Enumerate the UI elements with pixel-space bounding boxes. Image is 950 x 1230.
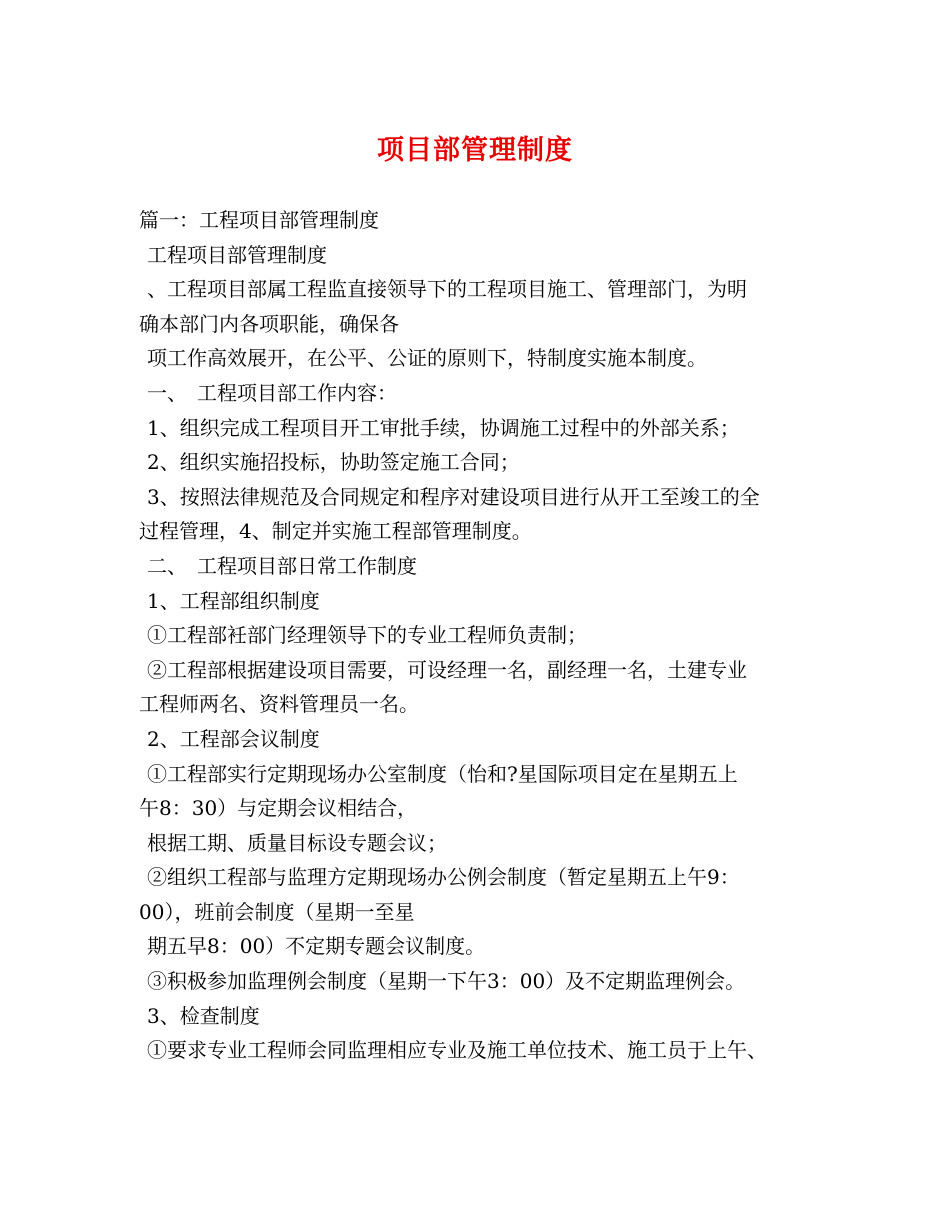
document-body bbox=[139, 203, 819, 1068]
text-line: 工程师两名、资料管理员一名。 bbox=[139, 692, 419, 717]
text-line: ③积极参加监理例会制度（星期一下午3：00）及不定期监理例会。 bbox=[147, 969, 746, 994]
text-line: 00），班前会制度（星期一至星 bbox=[139, 899, 415, 924]
text-line: 项工作高效展开，在公平、公证的原则下，特制度实施本制度。 bbox=[147, 346, 707, 371]
text-line: 1、工程部组织制度 bbox=[147, 588, 320, 613]
text-line: 3、检查制度 bbox=[147, 1003, 260, 1028]
text-line: 、工程项目部属工程监直接领导下的工程项目施工、管理部门，为明 bbox=[147, 277, 747, 302]
text-line: 确本部门内各项职能，确保各 bbox=[139, 311, 399, 336]
text-line: ②组织工程部与监理方定期现场办公例会制度（暂定星期五上午9： bbox=[147, 865, 740, 890]
document-title: 项目部管理制度 bbox=[377, 135, 573, 166]
text-line: ①要求专业工程师会同监理相应专业及施工单位技术、施工员于上午、 bbox=[147, 1038, 767, 1063]
text-line: 3、按照法律规范及合同规定和程序对建设项目进行从开工至竣工的全 bbox=[147, 484, 760, 509]
text-line: 2、工程部会议制度 bbox=[147, 726, 320, 751]
text-line: 篇一：工程项目部管理制度 bbox=[139, 208, 379, 232]
text-line: 期五早8：00）不定期专题会议制度。 bbox=[147, 934, 486, 959]
text-line: ①工程部衽部门经理领导下的专业工程师负责制； bbox=[147, 623, 587, 648]
text-line: 1、组织完成工程项目开工审批手续，协调施工过程中的外部关系； bbox=[147, 415, 740, 440]
text-line: ②工程部根据建设项目需要，可设经理一名，副经理一名，土建专业 bbox=[147, 657, 747, 682]
text-line: 根据工期、质量目标设专题会议； bbox=[147, 830, 447, 855]
text-line: 一、 工程项目部工作内容： bbox=[147, 380, 397, 405]
text-line: 午8：30）与定期会议相结合， bbox=[139, 796, 418, 821]
text-line: 过程管理，4、制定并实施工程部管理制度。 bbox=[139, 519, 532, 544]
text-line: 二、 工程项目部日常工作制度 bbox=[147, 553, 417, 578]
text-line: ①工程部实行定期现场办公室制度（怡和?星国际项目定在星期五上 bbox=[147, 761, 738, 786]
text-line: 工程项目部管理制度 bbox=[147, 242, 327, 267]
text-line: 2、组织实施招投标，协助签定施工合同； bbox=[147, 450, 520, 475]
